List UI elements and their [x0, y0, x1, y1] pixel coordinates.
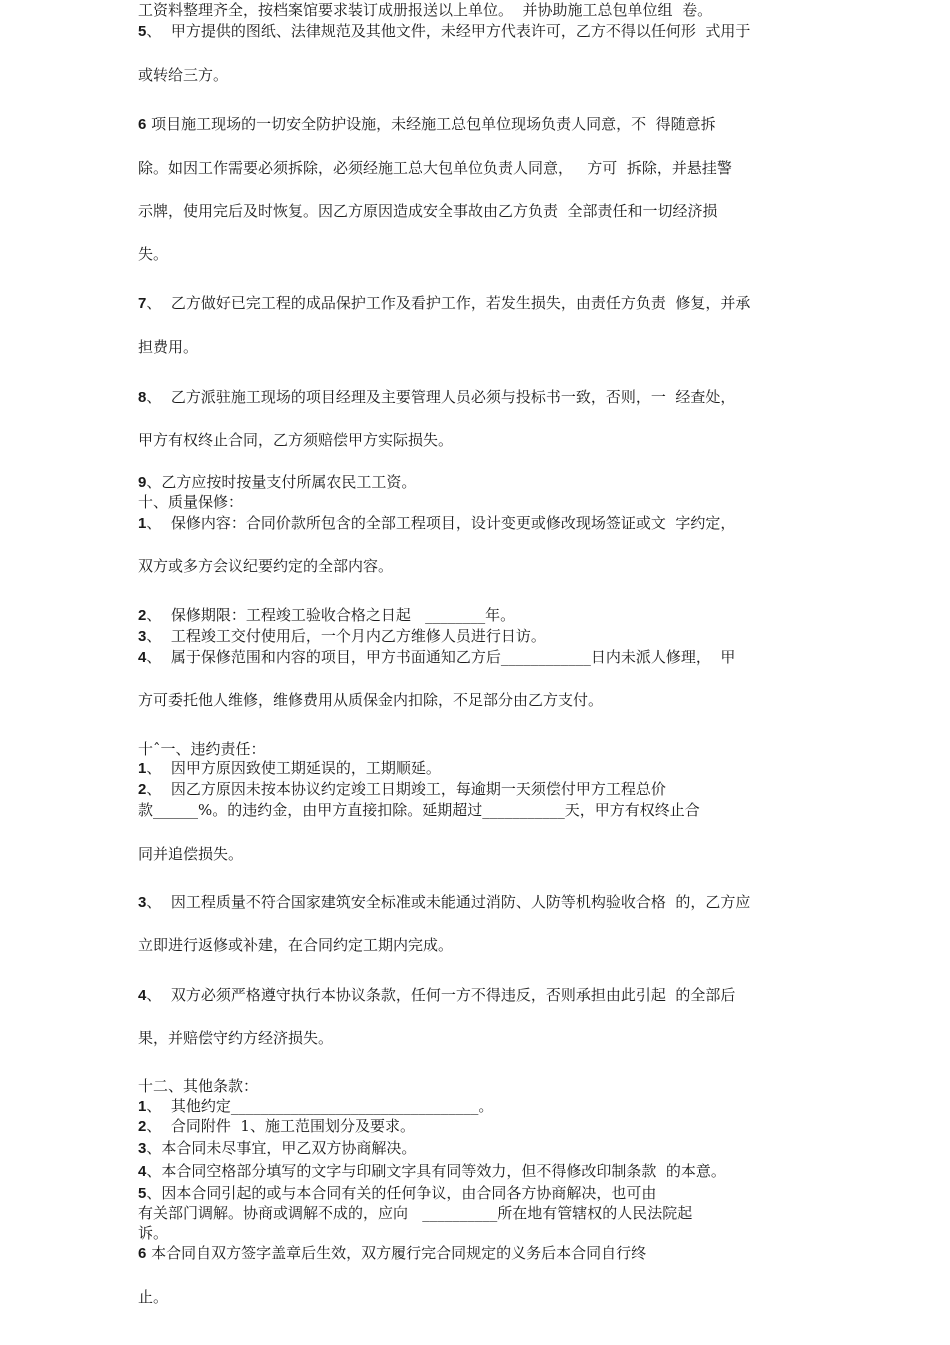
clause-number: 6	[138, 116, 147, 133]
line-text: 、 乙方做好已完工程的成品保护工作及看护工作，若发生损失，由责任方负责 修复，并承	[146, 294, 751, 312]
text-line	[138, 114, 716, 134]
line-text: 、 因乙方原因未按本协议约定竣工日期竣工，每逾期一天须偿付甲方工程总价	[146, 780, 666, 798]
text-line	[138, 1287, 168, 1307]
line-text: 本合同自双方签字盖章后生效，双方履行完合同规定的义务后本合同自行终	[146, 1244, 647, 1262]
text-line	[138, 1223, 168, 1243]
line-text: 果，并赔偿守约方经济损失。	[138, 1029, 334, 1047]
line-text: 担费用。	[138, 338, 199, 356]
line-text: 或转给三方。	[138, 66, 229, 84]
clause-number: 8	[138, 389, 147, 406]
text-line	[138, 472, 416, 492]
line-text: 、因本合同引起的或与本合同有关的任何争议，由合同各方协商解决，也可由	[146, 1184, 657, 1202]
clause-number: 9	[138, 474, 147, 491]
line-text: 、 乙方派驻施工现场的项目经理及主要管理人员必须与投标书一致，否则，一 经查处，	[146, 388, 736, 406]
text-line	[138, 387, 735, 407]
line-text: 失。	[138, 245, 169, 263]
text-line	[138, 1138, 416, 1158]
line-text: 立即进行返修或补建，在合同约定工期内完成。	[138, 936, 454, 954]
line-text: 、 属于保修范围和内容的项目，甲方书面通知乙方后____________日内未派人修理， 甲	[146, 648, 736, 666]
text-line	[138, 844, 243, 864]
text-line	[138, 758, 441, 778]
text-line	[138, 800, 700, 820]
line-text: 、 因工程质量不符合国家建筑安全标准或未能通过消防、人防等机构验收合格 的，乙方应	[146, 893, 751, 911]
clause-number: 2	[138, 781, 147, 798]
line-text: 十ˆ一、违约责任：	[138, 740, 266, 758]
line-text: 、 因甲方原因致使工期延误的，工期顺延。	[146, 759, 441, 777]
line-text: 示牌，使用完后及时恢复。因乙方原因造成安全事故由乙方负责 全部责任和一切经济损	[138, 202, 718, 220]
text-line	[138, 935, 453, 955]
line-text: 方可委托他人维修，维修费用从质保金内扣除，不足部分由乙方支付。	[138, 691, 604, 709]
clause-number: 6	[138, 1245, 147, 1262]
clause-number: 1	[138, 760, 147, 777]
line-text: 十、质量保修：	[138, 493, 244, 511]
text-line	[138, 605, 515, 625]
text-line	[138, 690, 603, 710]
line-text: 诉。	[138, 1224, 169, 1242]
line-text: 、 保修内容：合同价款所包含的全部工程项目，设计变更或修改现场签证或文 字约定，	[146, 514, 736, 532]
text-line	[138, 1028, 333, 1048]
section-heading	[138, 739, 266, 759]
line-text: 、 保修期限：工程竣工验收合格之日起 ________年。	[146, 606, 516, 624]
line-text: 止。	[138, 1288, 169, 1306]
line-text: 十二、其他条款：	[138, 1077, 259, 1095]
line-text: 甲方有权终止合同，乙方须赔偿甲方实际损失。	[138, 431, 454, 449]
text-line	[138, 21, 750, 41]
text-line	[138, 779, 666, 799]
text-line	[138, 1161, 726, 1181]
line-text: 工资料整理齐全，按档案馆要求装订成册报送以上单位。 并协助施工总包单位组 卷。	[138, 1, 713, 19]
text-line	[138, 556, 393, 576]
clause-number: 3	[138, 894, 147, 911]
text-line	[138, 1203, 692, 1223]
line-text: 、 其他约定_________________________________。	[146, 1097, 494, 1115]
line-text: 有关部门调解。协商或调解不成的，应向 __________所在地有管辖权的人民法院起	[138, 1204, 693, 1222]
text-line	[138, 985, 735, 1005]
clause-number: 4	[138, 987, 147, 1004]
clause-number: 7	[138, 295, 147, 312]
clause-number: 3	[138, 1140, 147, 1157]
line-text: 、 工程竣工交付使用后，一个月内乙方维修人员进行日访。	[146, 627, 546, 645]
clause-number: 5	[138, 1185, 147, 1202]
line-text: 、本合同未尽事宜，甲乙双方协商解决。	[146, 1139, 417, 1157]
clause-number: 2	[138, 607, 147, 624]
clause-number: 2	[138, 1118, 147, 1135]
text-line	[138, 158, 732, 178]
section-heading	[138, 1076, 258, 1096]
text-line	[138, 513, 735, 533]
clause-number: 4	[138, 1163, 147, 1180]
text-line	[138, 626, 546, 646]
line-text: 除。如因工作需要必须拆除，必须经施工总大包单位负责人同意， 方可 拆除，并悬挂警	[138, 159, 732, 177]
line-text: 、 双方必须严格遵守执行本协议条款，任何一方不得违反，否则承担由此引起 的全部后	[146, 986, 736, 1004]
line-text: 、 甲方提供的图纸、法律规范及其他文件，未经甲方代表许可，乙方不得以任何形 式用于	[146, 22, 751, 40]
text-line	[138, 430, 453, 450]
clause-number: 5	[138, 23, 147, 40]
line-text: 项目施工现场的一切安全防护设施，未经施工总包单位现场负责人同意，不 得随意拆	[146, 115, 716, 133]
line-text: 同并追偿损失。	[138, 845, 244, 863]
clause-number: 1	[138, 1098, 147, 1115]
clause-number: 1	[138, 515, 147, 532]
text-line	[138, 337, 198, 357]
text-line	[138, 201, 718, 221]
text-line	[138, 293, 750, 313]
line-text: 、 合同附件 1、施工范围划分及要求。	[146, 1117, 415, 1135]
text-line	[138, 65, 228, 85]
line-text: 、乙方应按时按量支付所属农民工工资。	[146, 473, 417, 491]
line-text: 、本合同空格部分填写的文字与印刷文字具有同等效力，但不得修改印制条款 的本意。	[146, 1162, 726, 1180]
line-text: 双方或多方会议纪要约定的全部内容。	[138, 557, 394, 575]
text-line	[138, 1243, 646, 1263]
text-line	[138, 244, 168, 264]
text-line	[138, 892, 750, 912]
text-line	[138, 1116, 415, 1136]
text-line	[138, 647, 735, 667]
clause-number: 3	[138, 628, 147, 645]
section-heading	[138, 492, 243, 512]
clause-number: 4	[138, 649, 147, 666]
text-line	[138, 1183, 656, 1203]
line-text: 款______%。的违约金，由甲方直接扣除。延期超过___________天，甲方有权终止合	[138, 801, 700, 819]
text-line	[138, 0, 712, 20]
text-line	[138, 1096, 493, 1116]
